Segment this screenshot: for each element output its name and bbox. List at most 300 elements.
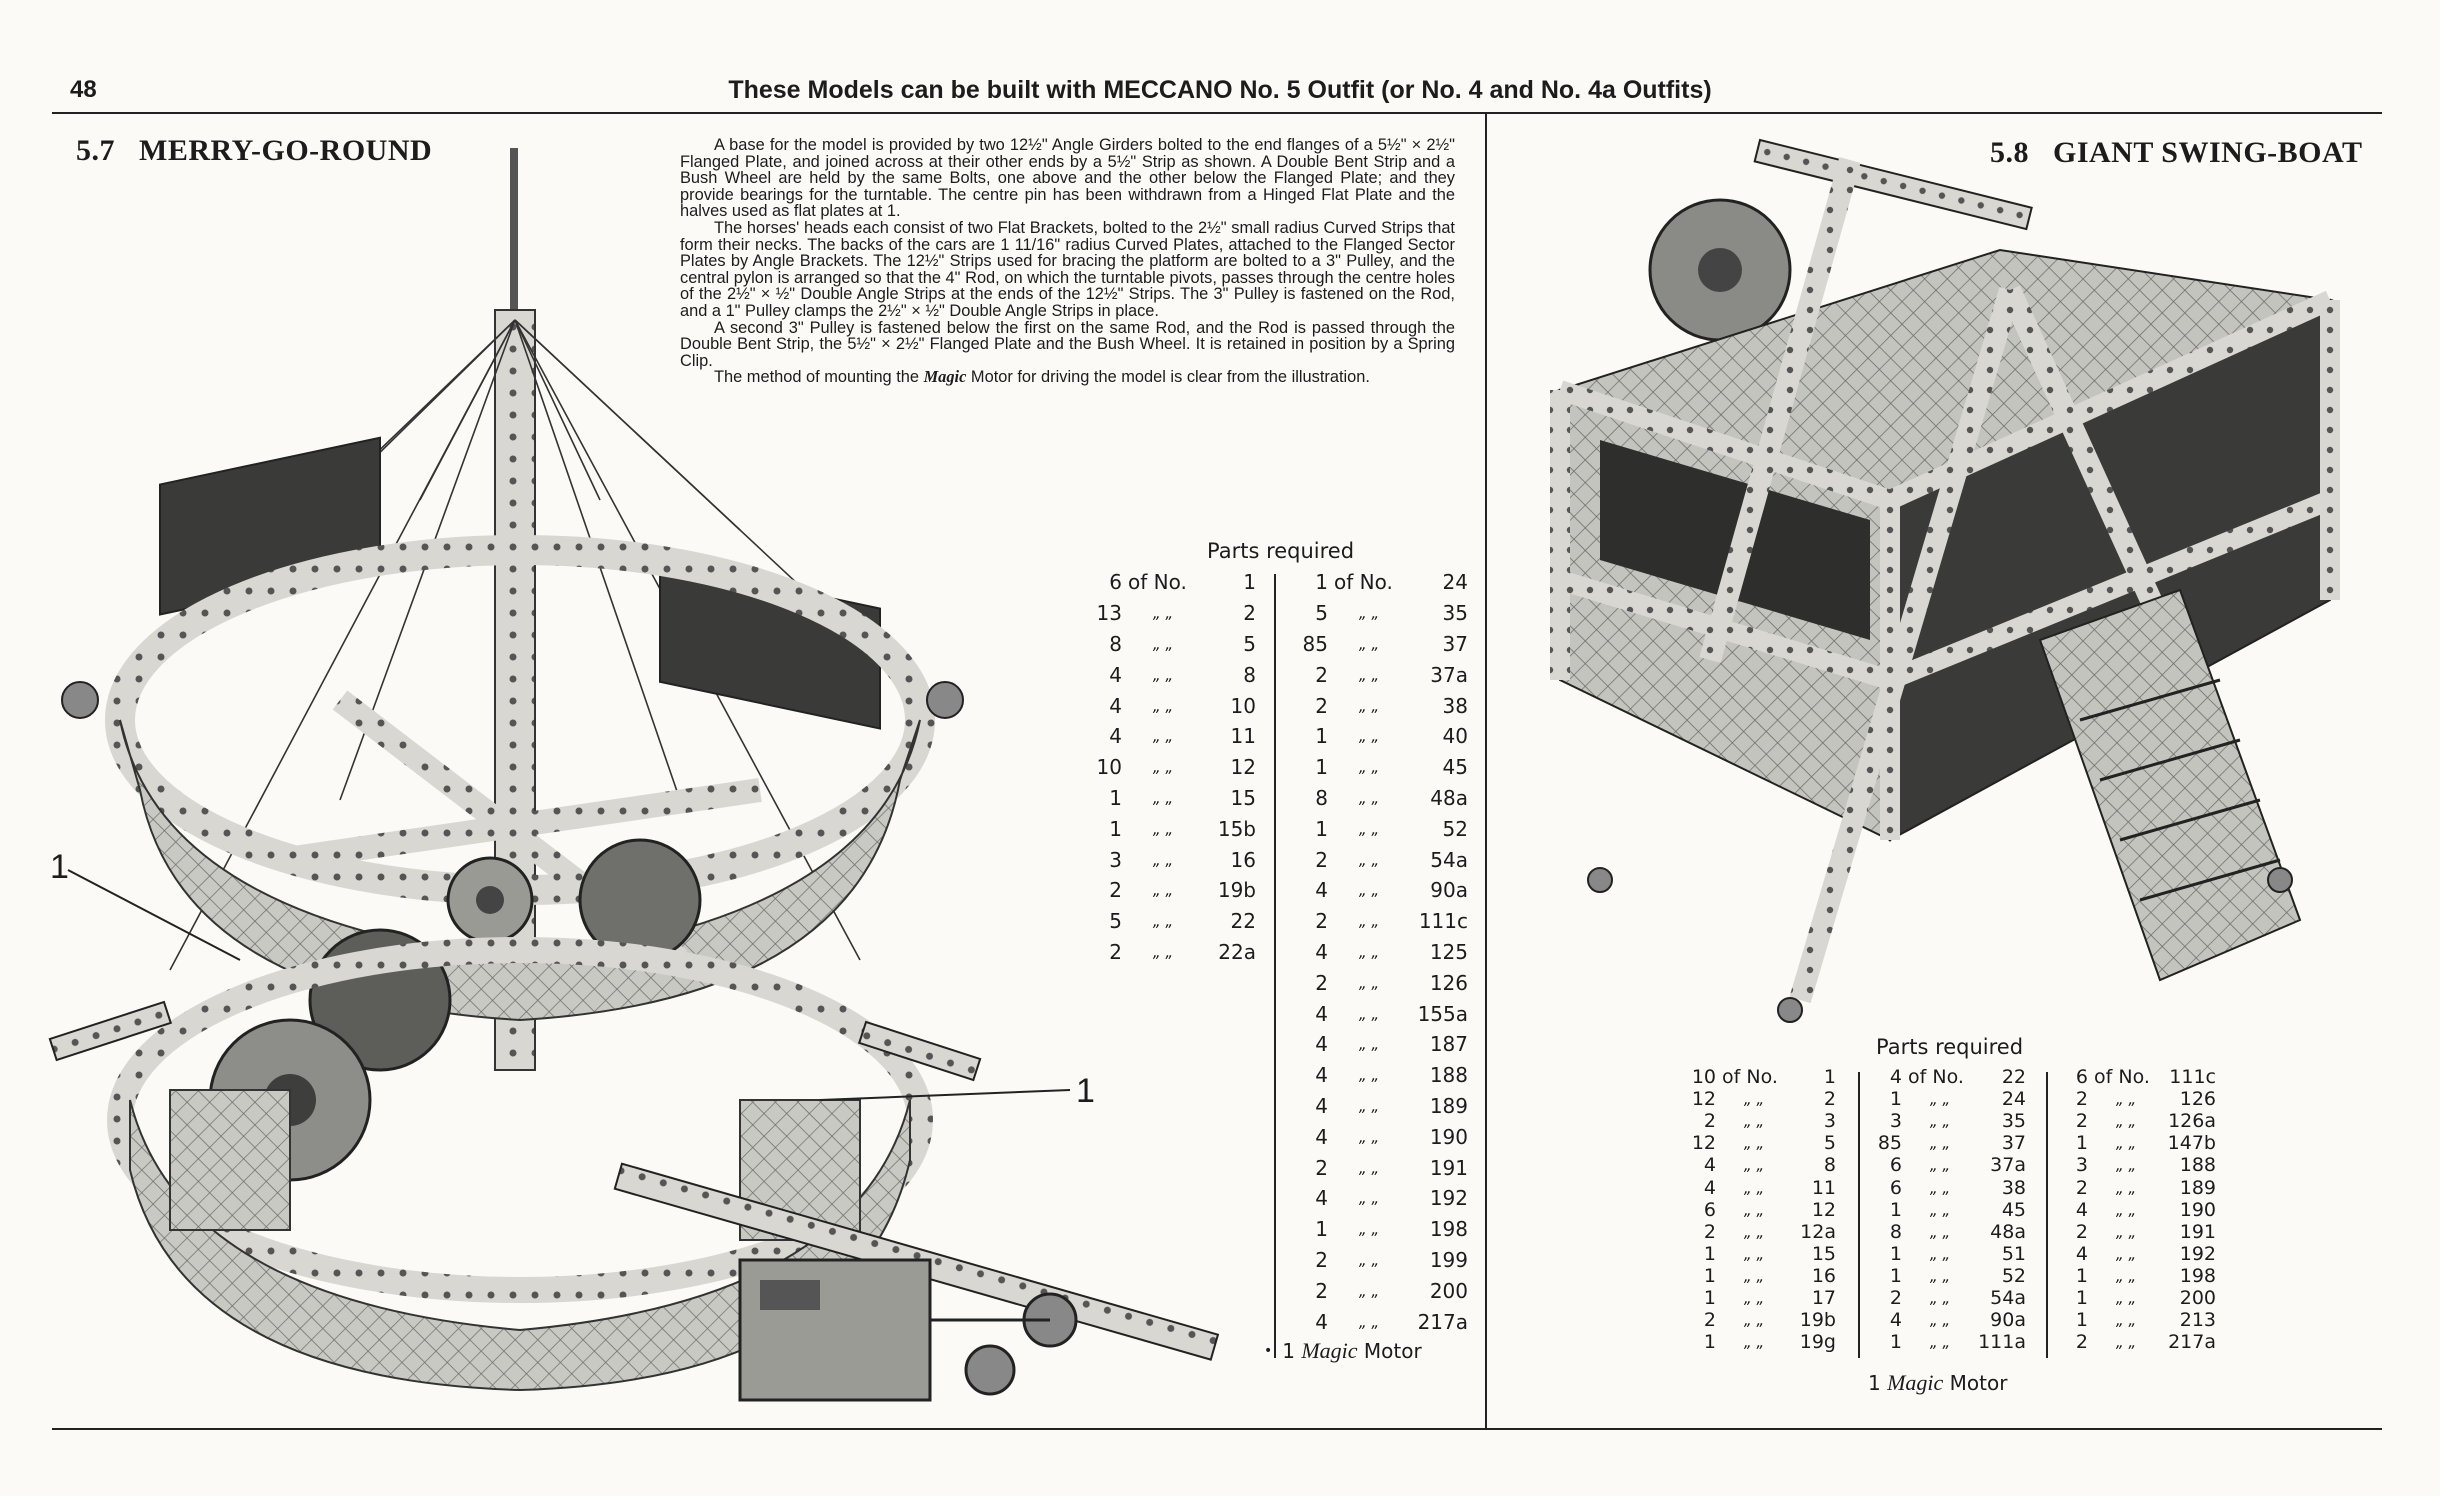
parts-row bbox=[1876, 1154, 2026, 1176]
parts-row bbox=[2066, 1221, 2216, 1243]
parts-number: 54a bbox=[1430, 847, 1468, 872]
parts-number: 111c bbox=[2169, 1066, 2216, 1089]
parts-of: of No. bbox=[1908, 1066, 1964, 1089]
parts-qty: 8 bbox=[1315, 785, 1328, 810]
parts-qty: 1 bbox=[1315, 755, 1328, 780]
parts-row bbox=[1686, 1199, 1836, 1221]
parts-number: 217a bbox=[2168, 1331, 2216, 1354]
parts-row bbox=[1876, 1331, 2026, 1353]
parts-number: 51 bbox=[2001, 1242, 2026, 1265]
parts-number: 40 bbox=[1442, 724, 1468, 749]
parts-qty: 2 bbox=[1889, 1286, 1902, 1309]
parts-number: 10 bbox=[1230, 693, 1256, 718]
parts-of: „ „ bbox=[1358, 1066, 1380, 1085]
parts-row bbox=[1876, 1309, 2026, 1331]
parts-number: 190 bbox=[2179, 1198, 2216, 1221]
parts-of: „ „ bbox=[1358, 1127, 1380, 1146]
parts-row bbox=[1876, 1088, 2026, 1110]
parts-of: „ „ bbox=[1152, 819, 1174, 838]
parts-row bbox=[1296, 659, 1468, 690]
footer-rule bbox=[52, 1428, 2382, 1430]
parts-qty: 2 bbox=[1109, 939, 1122, 964]
parts-row bbox=[1686, 1110, 1836, 1132]
parts-row bbox=[1090, 659, 1256, 690]
parts-of: „ „ bbox=[1152, 912, 1174, 931]
parts-number: 12a bbox=[1800, 1220, 1836, 1243]
swing-boat-illustration bbox=[1540, 120, 2363, 1040]
parts-row bbox=[1686, 1331, 1836, 1353]
parts-of: „ „ bbox=[1152, 665, 1174, 684]
parts-number: 1 bbox=[1823, 1066, 1836, 1089]
parts-row bbox=[2066, 1132, 2216, 1154]
parts-row bbox=[1296, 1152, 1468, 1183]
parts-of: „ „ bbox=[1152, 850, 1174, 869]
header-rule bbox=[52, 112, 2382, 114]
parts-row bbox=[1296, 690, 1468, 721]
parts-qty: 2 bbox=[2075, 1331, 2088, 1354]
parts-qty: 1 bbox=[2075, 1286, 2088, 1309]
parts-of: „ „ bbox=[1743, 1311, 1765, 1330]
parts-number: 52 bbox=[2001, 1264, 2026, 1287]
parts-of: „ „ bbox=[1152, 727, 1174, 746]
parts-qty: 2 bbox=[1315, 909, 1328, 934]
parts-qty: 1 bbox=[2075, 1132, 2088, 1155]
parts-number: 188 bbox=[1429, 1063, 1468, 1088]
parts-qty: 12 bbox=[1691, 1132, 1716, 1155]
parts-of: „ „ bbox=[1743, 1200, 1765, 1219]
parts-qty: 6 bbox=[2075, 1066, 2088, 1089]
parts-number: 19g bbox=[1799, 1331, 1836, 1354]
parts-qty: 2 bbox=[1315, 847, 1328, 872]
parts-qty: 1 bbox=[1889, 1088, 1902, 1111]
description-paragraph: A base for the model is provided by two 12½" Angle Girders bolted to the end flanges of a 5½" × 2½" Flanged Plate, and joined across at their other ends by a 5½" Strip as shown. A Double Bent Strip and a Bush Wheel are held by the same Bolts, one above and the other below the Flanged Plate; and they provide bearings for the turntable. The centre pin has been withdrawn from a Hinged Flat Plate and the halves used as flat plates at 1. bbox=[680, 136, 1455, 221]
parts-row bbox=[2066, 1154, 2216, 1176]
parts-row bbox=[1090, 629, 1256, 660]
parts-number: 5 bbox=[1243, 631, 1256, 656]
parts-qty: 6 bbox=[1703, 1198, 1716, 1221]
parts-row bbox=[1090, 567, 1256, 598]
parts-qty: 2 bbox=[1315, 693, 1328, 718]
parts-of: „ „ bbox=[1358, 788, 1380, 807]
parts-row bbox=[1296, 752, 1468, 783]
parts-row bbox=[1296, 875, 1468, 906]
parts-of: „ „ bbox=[1358, 665, 1380, 684]
parts-number: 37a bbox=[1430, 662, 1468, 687]
parts-of: „ „ bbox=[1743, 1112, 1765, 1131]
parts-qty: 1 bbox=[1315, 1217, 1328, 1242]
parts-number: 16 bbox=[1811, 1264, 1836, 1287]
page-header: These Models can be built with MECCANO No. 5 Outfit (or No. 4 and No. 4a Outfits) bbox=[728, 76, 1712, 104]
parts-row bbox=[2066, 1331, 2216, 1353]
parts-motor-right: 1 Magic Motor bbox=[1868, 1370, 2008, 1395]
parts-row bbox=[1090, 721, 1256, 752]
parts-of: „ „ bbox=[2115, 1090, 2137, 1109]
parts-row bbox=[1296, 567, 1468, 598]
parts-number: 111a bbox=[1978, 1331, 2026, 1354]
merry-go-round-illustration bbox=[40, 140, 1220, 1410]
parts-number: 16 bbox=[1230, 847, 1256, 872]
parts-of: „ „ bbox=[1743, 1178, 1765, 1197]
description-paragraph: The horses' heads each consist of two Flat Brackets, bolted to the 2½" small radius Curved Strips that form their necks. The backs of the cars are 1 11/16" radius Curved Plates, attached to the Flanged Sector Plates by Angle Brackets. The 12½" Strips used for bracing the platform are bolted to a 3" Pulley, and the central pylon is arranged so that the 4" Rod, on which the turntable pivots, passes through the centre holes of the 2½" × ½" Double Angle Strips at the ends of the 12½" Strips. The 3" Pulley is fastened on the Rod, and a 1" Pulley clamps the 2½" × ½" Double Angle Strips in place. bbox=[680, 218, 1455, 320]
parts-qty: 5 bbox=[1315, 601, 1328, 626]
parts-of: „ „ bbox=[1929, 1222, 1951, 1241]
parts-row bbox=[1090, 875, 1256, 906]
parts-of: „ „ bbox=[1743, 1244, 1765, 1263]
parts-divider bbox=[1274, 574, 1276, 1358]
parts-of: „ „ bbox=[1152, 696, 1174, 715]
parts-number: 37 bbox=[1442, 631, 1468, 656]
parts-qty: 4 bbox=[1315, 878, 1328, 903]
parts-row bbox=[1296, 1060, 1468, 1091]
parts-number: 3 bbox=[1823, 1110, 1836, 1133]
parts-qty: 4 bbox=[1703, 1176, 1716, 1199]
parts-column bbox=[1876, 1066, 2026, 1353]
parts-of: „ „ bbox=[1358, 727, 1380, 746]
parts-qty: 1 bbox=[1703, 1286, 1716, 1309]
parts-number: 8 bbox=[1823, 1154, 1836, 1177]
parts-of: „ „ bbox=[1152, 942, 1174, 961]
parts-qty: 2 bbox=[2075, 1088, 2088, 1111]
parts-row bbox=[1090, 906, 1256, 937]
parts-number: 19b bbox=[1799, 1309, 1836, 1332]
parts-qty: 1 bbox=[2075, 1264, 2088, 1287]
description-paragraph: The method of mounting the Magic Motor for driving the model is clear from the illustration. bbox=[714, 367, 1370, 387]
parts-qty: 4 bbox=[1315, 1186, 1328, 1211]
parts-of: „ „ bbox=[1743, 1222, 1765, 1241]
parts-of: „ „ bbox=[1929, 1333, 1951, 1352]
parts-number: 37a bbox=[1990, 1154, 2026, 1177]
parts-row bbox=[1090, 813, 1256, 844]
parts-of: „ „ bbox=[1743, 1333, 1765, 1352]
parts-of: „ „ bbox=[1358, 881, 1380, 900]
parts-of: „ „ bbox=[1929, 1112, 1951, 1131]
parts-row bbox=[1876, 1287, 2026, 1309]
parts-qty: 1 bbox=[1703, 1264, 1716, 1287]
parts-row bbox=[1296, 1306, 1468, 1337]
parts-row bbox=[2066, 1287, 2216, 1309]
parts-of: „ „ bbox=[1743, 1090, 1765, 1109]
parts-qty: 85 bbox=[1877, 1132, 1902, 1155]
parts-qty: 12 bbox=[1691, 1088, 1716, 1111]
page-number: 48 bbox=[70, 76, 97, 103]
parts-row bbox=[1876, 1243, 2026, 1265]
parts-number: 11 bbox=[1230, 724, 1256, 749]
parts-number: 190 bbox=[1429, 1124, 1468, 1149]
parts-of: „ „ bbox=[2115, 1156, 2137, 1175]
parts-number: 45 bbox=[1442, 755, 1468, 780]
parts-row bbox=[1876, 1176, 2026, 1198]
parts-of: „ „ bbox=[2115, 1244, 2137, 1263]
parts-number: 37 bbox=[2001, 1132, 2026, 1155]
parts-qty: 1 bbox=[1889, 1198, 1902, 1221]
parts-number: 200 bbox=[2179, 1286, 2216, 1309]
parts-of: „ „ bbox=[1358, 1158, 1380, 1177]
parts-number: 54a bbox=[1990, 1286, 2026, 1309]
parts-qty: 4 bbox=[1889, 1309, 1902, 1332]
parts-of: „ „ bbox=[1358, 1250, 1380, 1269]
parts-of: „ „ bbox=[1358, 634, 1380, 653]
callout-1-right: 1 bbox=[1076, 1072, 1095, 1110]
parts-qty: 4 bbox=[1109, 693, 1122, 718]
callout-1: 1 bbox=[50, 848, 69, 886]
parts-row bbox=[1686, 1154, 1836, 1176]
parts-number: 125 bbox=[1429, 939, 1468, 964]
parts-qty: 4 bbox=[1703, 1154, 1716, 1177]
parts-of: „ „ bbox=[1743, 1156, 1765, 1175]
parts-qty: 8 bbox=[1109, 631, 1122, 656]
parts-row bbox=[1876, 1221, 2026, 1243]
parts-number: 191 bbox=[1429, 1155, 1468, 1180]
parts-of: of No. bbox=[1334, 570, 1393, 595]
parts-row bbox=[1090, 598, 1256, 629]
parts-qty: 1 bbox=[1109, 785, 1122, 810]
parts-of: „ „ bbox=[2115, 1288, 2137, 1307]
parts-of: „ „ bbox=[1358, 850, 1380, 869]
parts-qty: 3 bbox=[1109, 847, 1122, 872]
parts-row bbox=[1296, 1091, 1468, 1122]
parts-number: 198 bbox=[2179, 1264, 2216, 1287]
parts-row bbox=[1296, 813, 1468, 844]
parts-number: 200 bbox=[1429, 1278, 1468, 1303]
parts-of: „ „ bbox=[1358, 758, 1380, 777]
parts-of: „ „ bbox=[1358, 1189, 1380, 1208]
parts-qty: 4 bbox=[1889, 1066, 1902, 1089]
parts-number: 2 bbox=[1823, 1088, 1836, 1111]
parts-of: „ „ bbox=[1743, 1288, 1765, 1307]
parts-qty: 1 bbox=[1703, 1242, 1716, 1265]
parts-row bbox=[1296, 1214, 1468, 1245]
parts-of: „ „ bbox=[1152, 758, 1174, 777]
parts-qty: 4 bbox=[1315, 1309, 1328, 1334]
parts-qty: 6 bbox=[1889, 1154, 1902, 1177]
parts-of: „ „ bbox=[2115, 1178, 2137, 1197]
parts-number: 15b bbox=[1217, 816, 1256, 841]
parts-row bbox=[1296, 844, 1468, 875]
parts-of: „ „ bbox=[1152, 788, 1174, 807]
parts-number: 198 bbox=[1429, 1217, 1468, 1242]
parts-column bbox=[2066, 1066, 2216, 1353]
parts-of: „ „ bbox=[1358, 912, 1380, 931]
parts-qty: 1 bbox=[2075, 1309, 2088, 1332]
parts-row bbox=[2066, 1243, 2216, 1265]
parts-number: 199 bbox=[1429, 1247, 1468, 1272]
parts-number: 38 bbox=[2001, 1176, 2026, 1199]
parts-row bbox=[1686, 1309, 1836, 1331]
parts-qty: 13 bbox=[1096, 601, 1122, 626]
parts-row bbox=[1876, 1199, 2026, 1221]
parts-of: „ „ bbox=[1358, 1096, 1380, 1115]
parts-number: 35 bbox=[1442, 601, 1468, 626]
parts-qty: 1 bbox=[1109, 816, 1122, 841]
parts-of: „ „ bbox=[1358, 942, 1380, 961]
parts-qty: 2 bbox=[2075, 1110, 2088, 1133]
parts-row bbox=[1090, 752, 1256, 783]
parts-row bbox=[1296, 937, 1468, 968]
parts-divider bbox=[2046, 1072, 2048, 1358]
parts-number: 52 bbox=[1442, 816, 1468, 841]
parts-qty: 4 bbox=[1315, 1124, 1328, 1149]
parts-row bbox=[2066, 1088, 2216, 1110]
parts-qty: 2 bbox=[1703, 1309, 1716, 1332]
parts-row bbox=[1296, 1275, 1468, 1306]
parts-row bbox=[2066, 1265, 2216, 1287]
parts-number: 35 bbox=[2001, 1110, 2026, 1133]
parts-row bbox=[1686, 1265, 1836, 1287]
parts-of: „ „ bbox=[2115, 1266, 2137, 1285]
parts-of: „ „ bbox=[1152, 881, 1174, 900]
model-name: GIANT SWING-BOAT bbox=[2053, 136, 2363, 169]
parts-qty: 2 bbox=[2075, 1176, 2088, 1199]
parts-number: 45 bbox=[2001, 1198, 2026, 1221]
parts-row bbox=[1686, 1221, 1836, 1243]
parts-qty: 4 bbox=[1109, 724, 1122, 749]
parts-row bbox=[1876, 1066, 2026, 1088]
parts-number: 126a bbox=[2168, 1110, 2216, 1133]
parts-number: 90a bbox=[1430, 878, 1468, 903]
parts-row bbox=[1876, 1110, 2026, 1132]
parts-number: 48a bbox=[1990, 1220, 2026, 1243]
parts-of: „ „ bbox=[1358, 1004, 1380, 1023]
parts-number: 15 bbox=[1230, 785, 1256, 810]
parts-number: 189 bbox=[1429, 1093, 1468, 1118]
parts-row bbox=[1296, 598, 1468, 629]
parts-qty: 1 bbox=[1315, 724, 1328, 749]
parts-number: 1 bbox=[1243, 570, 1256, 595]
parts-number: 12 bbox=[1230, 755, 1256, 780]
parts-row bbox=[1296, 1183, 1468, 1214]
parts-row bbox=[1686, 1287, 1836, 1309]
parts-row bbox=[1296, 906, 1468, 937]
parts-number: 2 bbox=[1243, 601, 1256, 626]
model-name: MERRY-GO-ROUND bbox=[139, 134, 433, 167]
parts-row bbox=[2066, 1309, 2216, 1331]
parts-number: 213 bbox=[2179, 1309, 2216, 1332]
parts-of: „ „ bbox=[2115, 1134, 2137, 1153]
model-number: 5.8 bbox=[1990, 136, 2029, 169]
parts-number: 38 bbox=[1442, 693, 1468, 718]
parts-number: 126 bbox=[1429, 970, 1468, 995]
parts-number: 188 bbox=[2179, 1154, 2216, 1177]
parts-number: 22 bbox=[1230, 909, 1256, 934]
parts-of: „ „ bbox=[1152, 634, 1174, 653]
parts-row bbox=[1686, 1243, 1836, 1265]
parts-of: „ „ bbox=[1929, 1311, 1951, 1330]
parts-number: 11 bbox=[1811, 1176, 1836, 1199]
parts-row bbox=[1090, 844, 1256, 875]
parts-of: „ „ bbox=[2115, 1200, 2137, 1219]
description-paragraph: A second 3" Pulley is fastened below the first on the same Rod, and the Rod is passed through the Double Bent Strip, the 5½" × 2½" Flanged Plate and the Bush Wheel. It is retained in position by a Spring Clip. bbox=[680, 318, 1455, 370]
column-divider bbox=[1485, 114, 1487, 1430]
parts-qty: 2 bbox=[1315, 662, 1328, 687]
parts-title-left: Parts required bbox=[1207, 539, 1355, 563]
parts-of: „ „ bbox=[1358, 1220, 1380, 1239]
parts-of: of No. bbox=[1128, 570, 1187, 595]
parts-number: 111c bbox=[1418, 909, 1468, 934]
parts-qty: 1 bbox=[1703, 1331, 1716, 1354]
parts-qty: 5 bbox=[1109, 909, 1122, 934]
parts-of: „ „ bbox=[1743, 1134, 1765, 1153]
parts-number: 147b bbox=[2167, 1132, 2216, 1155]
parts-number: 217a bbox=[1417, 1309, 1468, 1334]
parts-qty: 4 bbox=[2075, 1242, 2088, 1265]
parts-qty: 2 bbox=[1703, 1220, 1716, 1243]
parts-title-right: Parts required bbox=[1876, 1035, 2024, 1059]
parts-qty: 10 bbox=[1691, 1066, 1716, 1089]
parts-of: „ „ bbox=[2115, 1333, 2137, 1352]
parts-row bbox=[2066, 1110, 2216, 1132]
parts-number: 22a bbox=[1218, 939, 1256, 964]
parts-of: „ „ bbox=[1929, 1266, 1951, 1285]
parts-row bbox=[1296, 721, 1468, 752]
parts-of: of No. bbox=[1722, 1066, 1778, 1089]
parts-row bbox=[1686, 1176, 1836, 1198]
parts-number: 90a bbox=[1990, 1309, 2026, 1332]
parts-qty: 6 bbox=[1109, 570, 1122, 595]
parts-of: „ „ bbox=[1152, 604, 1174, 623]
parts-row bbox=[1090, 783, 1256, 814]
parts-row bbox=[1296, 629, 1468, 660]
parts-number: 48a bbox=[1430, 785, 1468, 810]
parts-number: 189 bbox=[2179, 1176, 2216, 1199]
parts-of: „ „ bbox=[1929, 1288, 1951, 1307]
parts-column bbox=[1090, 567, 1256, 967]
parts-qty: 1 bbox=[1889, 1331, 1902, 1354]
parts-of: „ „ bbox=[1929, 1178, 1951, 1197]
parts-of: „ „ bbox=[1929, 1090, 1951, 1109]
parts-qty: 4 bbox=[1315, 1063, 1328, 1088]
parts-motor-left: • 1 Magic Motor bbox=[1264, 1338, 1422, 1363]
parts-of: „ „ bbox=[1929, 1200, 1951, 1219]
parts-qty: 4 bbox=[1315, 1093, 1328, 1118]
parts-number: 22 bbox=[2001, 1066, 2026, 1089]
parts-divider bbox=[1858, 1072, 1860, 1358]
model-number: 5.7 bbox=[76, 134, 115, 167]
parts-row bbox=[1296, 998, 1468, 1029]
parts-of: „ „ bbox=[1929, 1134, 1951, 1153]
parts-qty: 1 bbox=[1889, 1242, 1902, 1265]
parts-of: „ „ bbox=[2115, 1222, 2137, 1241]
parts-row bbox=[1296, 1245, 1468, 1276]
parts-qty: 2 bbox=[1315, 970, 1328, 995]
parts-column bbox=[1686, 1066, 1836, 1353]
parts-row bbox=[2066, 1199, 2216, 1221]
parts-qty: 85 bbox=[1302, 631, 1328, 656]
parts-qty: 2 bbox=[2075, 1220, 2088, 1243]
parts-qty: 1 bbox=[1315, 816, 1328, 841]
parts-qty: 2 bbox=[1315, 1155, 1328, 1180]
parts-qty: 2 bbox=[1109, 878, 1122, 903]
parts-row bbox=[1296, 783, 1468, 814]
parts-of: „ „ bbox=[1929, 1244, 1951, 1263]
parts-of: „ „ bbox=[1743, 1266, 1765, 1285]
parts-qty: 10 bbox=[1096, 755, 1122, 780]
parts-number: 155a bbox=[1417, 1001, 1468, 1026]
parts-of: „ „ bbox=[2115, 1311, 2137, 1330]
parts-row bbox=[1296, 1029, 1468, 1060]
parts-qty: 4 bbox=[1109, 662, 1122, 687]
parts-row bbox=[2066, 1066, 2216, 1088]
parts-row bbox=[1686, 1088, 1836, 1110]
parts-number: 126 bbox=[2179, 1088, 2216, 1111]
parts-qty: 2 bbox=[1315, 1247, 1328, 1272]
parts-row bbox=[1876, 1132, 2026, 1154]
parts-number: 15 bbox=[1811, 1242, 1836, 1265]
parts-qty: 6 bbox=[1889, 1176, 1902, 1199]
parts-qty: 4 bbox=[1315, 1032, 1328, 1057]
parts-qty: 2 bbox=[1315, 1278, 1328, 1303]
parts-of: „ „ bbox=[1358, 1281, 1380, 1300]
parts-number: 5 bbox=[1823, 1132, 1836, 1155]
